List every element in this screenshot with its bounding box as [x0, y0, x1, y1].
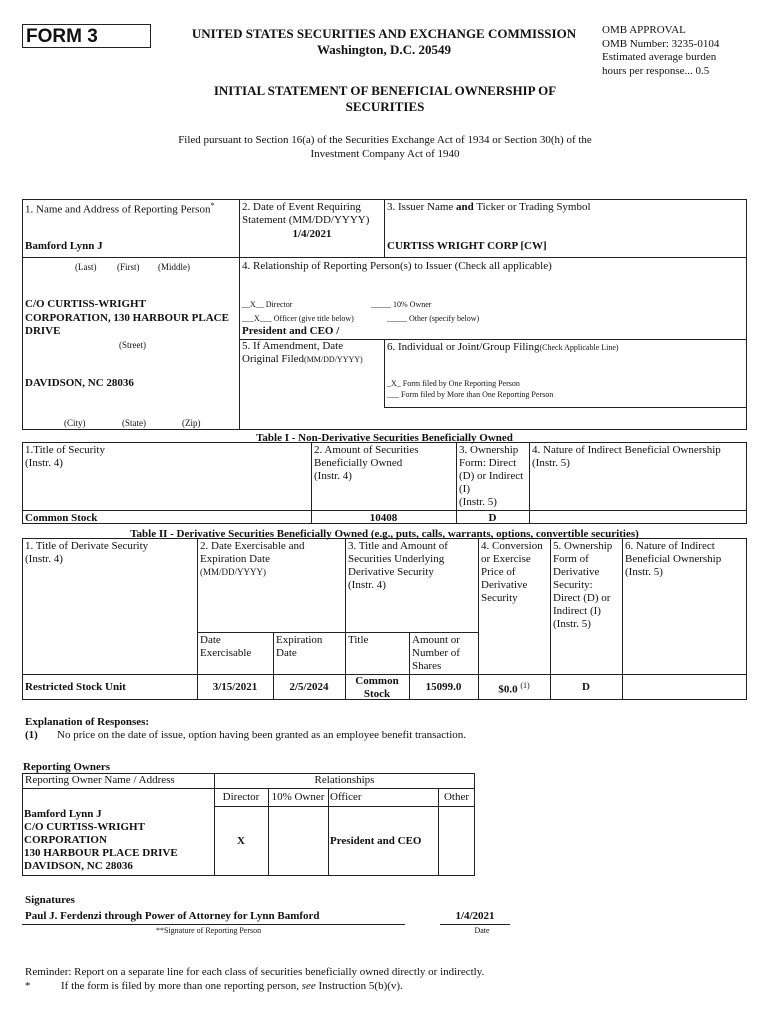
t2-price-footnote: (1): [520, 681, 530, 690]
box6-label: 6. Individual or Joint/Group Filing(Check Applicable Line): [387, 341, 619, 353]
footnote-text: If the form is filed by more than one reporting person, see Instruction 5(b)(v).: [61, 980, 403, 992]
signatures-heading: Signatures: [25, 894, 75, 906]
t2-sub-amount: Amount or Number of Shares: [412, 634, 460, 672]
owners-h-director: Director: [222, 791, 260, 803]
form-title-line2: SECURITIES: [345, 99, 425, 114]
filing-option-one: _X_ Form filed by One Reporting Person: [387, 379, 520, 388]
box5-label-line1: 5. If Amendment, Date: [242, 340, 344, 352]
form-label-box: [22, 24, 151, 48]
t2-col2-header: 2. Date Exercisable and Expiration Date (MM/DD/YYYY): [200, 540, 305, 577]
address-line1: C/O CURTISS-WRIGHT: [25, 298, 146, 310]
owners-col-name: Reporting Owner Name / Address: [25, 774, 175, 786]
t2-col3-header: 3. Title and Amount of Securities Underlying Derivative Security (Instr. 4): [348, 540, 448, 591]
table2-title: Table II - Derivative Securities Beneficially Owned (e.g., puts, calls, warrants, options, convertible securities): [130, 528, 639, 540]
t2-row-expiration: 2/5/2024: [289, 681, 329, 693]
owners-h-other: Other: [443, 791, 470, 803]
box1-star: *: [210, 201, 215, 210]
omb-approval: OMB APPROVAL: [602, 24, 686, 36]
t2-row-form: D: [582, 681, 590, 693]
label-first: (First): [117, 262, 140, 272]
t2-sub-expiration: Expiration Date: [276, 634, 323, 659]
t1-col2-header: 2. Amount of Securities Beneficially Owned (Instr. 4): [314, 444, 419, 482]
box2-label-line1: 2. Date of Event Requiring: [242, 201, 361, 213]
box1-label: 1. Name and Address of Reporting Person*: [25, 201, 215, 216]
label-state: (State): [122, 418, 146, 428]
owners-h-officer: Officer: [330, 791, 362, 803]
owner-name-address: Bamford Lynn J C/O CURTISS-WRIGHT CORPORATION 130 HARBOUR PLACE DRIVE DAVIDSON, NC 28036: [24, 808, 178, 872]
omb-hours: hours per response... 0.5: [602, 65, 710, 77]
address-line2: CORPORATION, 130 HARBOUR PLACE: [25, 312, 229, 324]
officer-title: President and CEO /: [242, 325, 340, 337]
issuer-name-ticker: CURTISS WRIGHT CORP [CW]: [387, 240, 547, 252]
t1-col1-header: 1.Title of Security (Instr. 4): [25, 444, 105, 469]
t2-sub-date-exercisable: Date Exercisable: [200, 634, 252, 659]
table1-title: Table I - Non-Derivative Securities Beneficially Owned: [256, 432, 513, 444]
t2-row-exercisable: 3/15/2021: [212, 681, 258, 693]
relationship-director: __X__ Director: [242, 300, 293, 309]
city-state-zip: DAVIDSON, NC 28036: [25, 377, 134, 389]
label-zip: (Zip): [182, 418, 201, 428]
owner-officer-title: President and CEO: [330, 835, 422, 847]
form-label: FORM 3: [26, 26, 98, 47]
date-label: Date: [474, 926, 490, 935]
box4-label: 4. Relationship of Reporting Person(s) to Issuer (Check all applicable): [242, 260, 552, 272]
relationship-other: _____ Other (specify below): [387, 314, 480, 323]
t2-row-price: $0.0 $^{(1)}$: [498, 681, 530, 696]
filed-pursuant-line1: Filed pursuant to Section 16(a) of the Securities Exchange Act of 1934 or Section 30(h) of the: [178, 134, 592, 146]
signature-label: **Signature of Reporting Person: [156, 926, 262, 935]
t2-col4-header: 4. Conversion or Exercise Price of Derivative Security: [481, 540, 543, 604]
agency-address: Washington, D.C. 20549: [317, 42, 451, 57]
reminder-text: Reminder: Report on a separate line for each class of securities beneficially owned directly or indirectly.: [25, 966, 485, 978]
omb-burden: Estimated average burden: [602, 51, 717, 63]
relationship-10pct-owner: _____ 10% Owner: [371, 300, 432, 309]
t2-row-underlying: Common Stock: [355, 675, 399, 700]
t2-col5-header: 5. Ownership Form of Derivative Security: Direct (D) or Indirect (I) (Instr. 5): [553, 540, 613, 630]
t1-col4-header: 4. Nature of Indirect Beneficial Ownership (Instr. 5): [532, 444, 721, 469]
t1-col3-header: 3. Ownership Form: Direct (D) or Indirect (I) (Instr. 5): [459, 444, 524, 508]
signer-name: Paul J. Ferdenzi through Power of Attorney for Lynn Bamford: [25, 910, 320, 922]
explanation-num: (1): [25, 729, 38, 741]
filing-option-many: ___ Form filed by More than One Reporting Person: [387, 390, 554, 399]
label-middle: (Middle): [158, 262, 190, 272]
label-last: (Last): [75, 262, 97, 272]
label-street: (Street): [119, 340, 146, 350]
label-city: (City): [64, 418, 86, 428]
address-line3: DRIVE: [25, 325, 61, 337]
t2-col6-header: 6. Nature of Indirect Beneficial Ownership (Instr. 5): [625, 540, 722, 578]
relationship-officer: ___X___ Officer (give title below): [242, 314, 354, 323]
owners-heading: Reporting Owners: [23, 761, 111, 773]
explanation-text: No price on the date of issue, option having been granted as an employee benefit transaction.: [57, 729, 467, 741]
owners-h-10pct: 10% Owner: [271, 791, 325, 803]
t2-sub-title: Title: [348, 634, 369, 646]
signature-date: 1/4/2021: [455, 910, 495, 922]
agency-name: UNITED STATES SECURITIES AND EXCHANGE COMMISSION: [191, 26, 577, 41]
box3-label: 3. Issuer Name and Ticker or Trading Symbol: [387, 201, 591, 213]
t1-row-amount: 10408: [369, 512, 398, 524]
t2-row-title: Restricted Stock Unit: [25, 681, 126, 693]
box2-label-line2: Statement (MM/DD/YYYY): [242, 214, 370, 226]
t2-row-shares: 15099.0: [425, 681, 462, 693]
t1-row-form: D: [488, 512, 497, 524]
footnote-star: *: [25, 980, 31, 992]
omb-number: OMB Number: 3235-0104: [602, 38, 720, 50]
event-date: 1/4/2021: [292, 228, 332, 240]
filed-pursuant-line2: Investment Company Act of 1940: [310, 148, 460, 160]
owners-col-relationships: Relationships: [314, 774, 375, 786]
reporting-person-name: Bamford Lynn J: [25, 240, 103, 252]
box5-label-line2: Original Filed(MM/DD/YYYY): [242, 353, 363, 365]
explanation-heading: Explanation of Responses:: [25, 716, 150, 728]
form-title-line1: INITIAL STATEMENT OF BENEFICIAL OWNERSHIP OF: [213, 83, 557, 98]
t2-col1-header: 1. Title of Derivate Security (Instr. 4): [25, 540, 149, 565]
t1-row-title: Common Stock: [25, 512, 98, 524]
owner-director-mark: X: [237, 835, 245, 847]
